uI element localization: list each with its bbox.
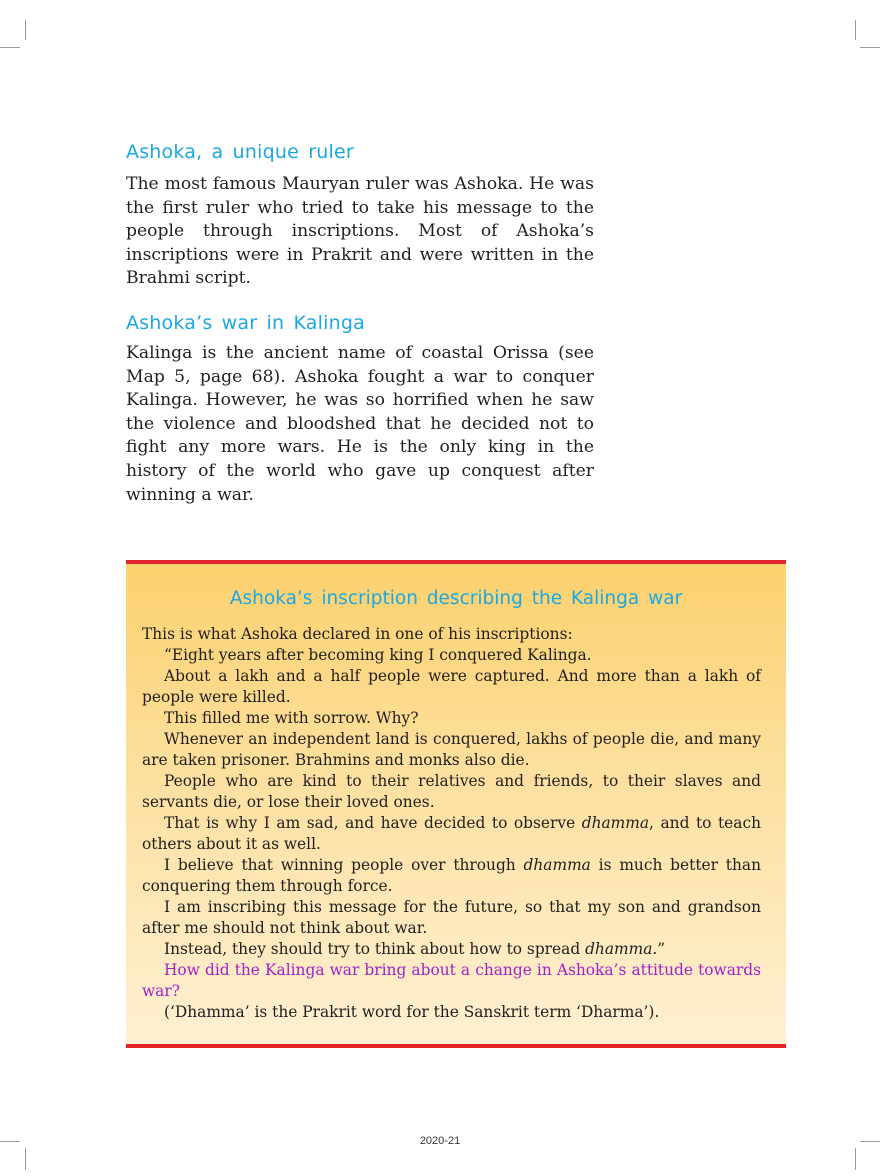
- section-text-unique-ruler: The most famous Mauryan ruler was Ashoka. He was the first ruler who tried to take his message to the people through inscriptions. Most of Ashoka’s inscriptions were in Prakrit and were written in the Brahmi script.: [126, 174, 594, 289]
- section-text-kalinga-war: Kalinga is the ancient name of coastal Orissa (see Map 5, page 68). Ashoka fought a war to conquer Kalinga. However, he was so horrified when he saw the violence and bloodshed that he decided not to fight any more wars. He is the only king in the history of the world who gave up conquest after winning a war.: [126, 343, 594, 505]
- discussion-question: How did the Kalinga war bring about a change in Ashoka’s attitude towards war?: [142, 961, 761, 1000]
- text-run: Instead, they should try to think about how to spread: [164, 940, 586, 958]
- text-run: is much better than conquering them through force.: [142, 856, 761, 895]
- dhamma-term: dhamma: [581, 814, 650, 832]
- inscription-paragraph: This filled me with sorrow. Why?: [164, 709, 419, 727]
- text-run: .”: [652, 940, 666, 958]
- text-run: , and to teach others about it as well.: [142, 814, 761, 853]
- inscription-intro: This is what Ashoka declared in one of his inscriptions:: [142, 625, 573, 643]
- inscription-paragraph: About a lakh and a half people were captured. And more than a lakh of people were killed.: [142, 667, 761, 706]
- dhamma-note: (‘Dhamma’ is the Prakrit word for the Sanskrit term ‘Dharma’).: [164, 1003, 660, 1021]
- section-heading-kalinga-war: Ashoka’s war in Kalinga: [126, 312, 365, 334]
- crop-mark: [25, 1148, 26, 1170]
- inscription-paragraph: Whenever an independent land is conquered, lakhs of people die, and many are taken prisoner. Brahmins and monks also die.: [142, 730, 761, 769]
- inscription-paragraph: [142, 939, 761, 960]
- inscription-paragraph: People who are kind to their relatives and friends, to their slaves and servants die, or lose their loved ones.: [142, 772, 761, 811]
- inscription-paragraph: [142, 813, 761, 855]
- inscription-box-title: Ashoka’s inscription describing the Kalinga war: [229, 588, 683, 609]
- section-heading-unique-ruler: Ashoka, a unique ruler: [126, 141, 354, 163]
- crop-mark: [855, 1148, 856, 1170]
- inscription-paragraph: [142, 855, 761, 897]
- text-run: That is why I am sad, and have decided to observe: [164, 814, 582, 832]
- dhamma-term: dhamma: [585, 940, 653, 958]
- inscription-box-body: [142, 624, 761, 1023]
- dhamma-term: dhamma: [523, 856, 591, 874]
- crop-mark: [860, 47, 880, 48]
- crop-mark: [0, 47, 20, 48]
- text-run: I believe that winning people over through: [164, 856, 524, 874]
- inscription-box: [126, 560, 786, 1048]
- crop-mark: [25, 20, 26, 40]
- inscription-paragraph: I am inscribing this message for the future, so that my son and grandson after me should not think about war.: [142, 898, 761, 937]
- crop-mark: [855, 20, 856, 40]
- page-footer-year: 2020-21: [419, 1135, 461, 1147]
- inscription-paragraph: “Eight years after becoming king I conquered Kalinga.: [164, 646, 592, 664]
